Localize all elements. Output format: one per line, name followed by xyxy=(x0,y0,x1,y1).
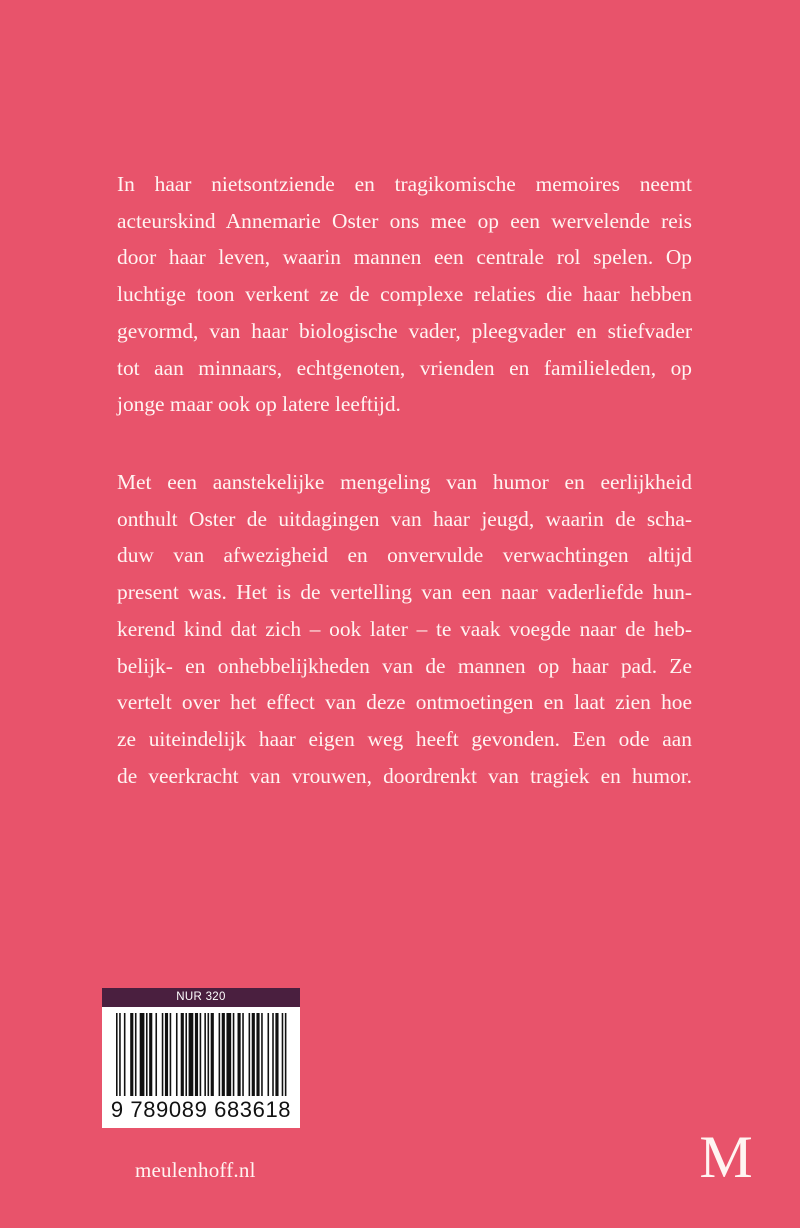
barcode-bar xyxy=(130,1013,133,1096)
barcode-bar xyxy=(233,1013,235,1096)
blurb-line: luchtige toon verkent ze de complexe relaties die haar hebben xyxy=(117,282,692,307)
isbn-barcode-label xyxy=(102,988,300,1128)
blurb-line: duw van afwezigheid en onvervulde verwachtingen altijd xyxy=(117,543,692,568)
barcode-bar xyxy=(189,1013,194,1096)
barcode-bar xyxy=(176,1013,178,1096)
barcode-bar xyxy=(222,1013,225,1096)
barcode-bar xyxy=(146,1013,148,1096)
barcode-bar xyxy=(135,1013,137,1096)
blurb-line: belijk- en onhebbelijkheden van de mannen op haar pad. Ze xyxy=(117,653,692,678)
barcode-bar xyxy=(285,1013,287,1096)
blurb-line: Met een aanstekelijke mengeling van humor en eerlijkheid xyxy=(117,470,692,494)
barcode-bar xyxy=(238,1013,241,1096)
blurb-line: jonge maar ook op latere leeftijd. xyxy=(117,392,401,417)
barcode-bar xyxy=(208,1013,210,1096)
barcode-bar xyxy=(226,1013,231,1096)
barcode-bar xyxy=(116,1013,118,1096)
barcode-bar xyxy=(252,1013,255,1096)
blurb-line: onthult Oster de uitdagingen van haar jeugd, waarin de scha- xyxy=(117,506,692,531)
blurb-line: door haar leven, waarin mannen een centrale rol spelen. Op xyxy=(117,245,692,270)
blurb-line: de veerkracht van vrouwen, doordrenkt van tragiek en humor. xyxy=(117,763,692,788)
barcode-bar xyxy=(204,1013,206,1096)
barcode-bar xyxy=(219,1013,221,1096)
blurb-line: In haar nietsontziende en tragikomische memoires neemt xyxy=(117,172,692,196)
barcode-bar xyxy=(272,1013,274,1096)
barcode-bar xyxy=(170,1013,172,1096)
blurb-line: acteurskind Annemarie Oster ons mee op een wervelende reis xyxy=(117,208,692,233)
blurb-line: gevormd, van haar biologische vader, pleegvader en stiefvader xyxy=(117,318,692,343)
barcode-bar xyxy=(165,1013,168,1096)
barcode-bar xyxy=(242,1013,244,1096)
barcode-bar xyxy=(211,1013,214,1096)
barcode-bar xyxy=(275,1013,278,1096)
blurb-line: kerend kind dat zich – ook later – te vaak voegde naar de heb- xyxy=(117,616,692,641)
publisher-website: meulenhoff.nl xyxy=(135,1158,256,1182)
barcode-bar xyxy=(140,1013,145,1096)
barcode-bar xyxy=(261,1013,263,1096)
barcode-bar xyxy=(195,1013,198,1096)
barcode-bars xyxy=(116,1013,288,1096)
blurb-paragraph-1 xyxy=(117,166,692,423)
blurb-line: present was. Het is de vertelling van een naar vaderliefde hun- xyxy=(117,580,692,605)
blurb-line: tot aan minnaars, echtgenoten, vrienden en familieleden, op xyxy=(117,355,692,380)
barcode-bar xyxy=(267,1013,269,1096)
barcode-bar xyxy=(282,1013,284,1096)
publisher-logo xyxy=(695,1130,757,1182)
barcode-bar xyxy=(249,1013,251,1096)
nur-code: NUR 320 xyxy=(102,988,300,1007)
blurb-line: ze uiteindelijk haar eigen weg heeft gevonden. Een ode aan xyxy=(117,726,692,751)
barcode-bar xyxy=(185,1013,187,1096)
barcode-bar xyxy=(149,1013,152,1096)
isbn-number: 9 789089 683618 xyxy=(110,1097,292,1122)
barcode-bar xyxy=(155,1013,157,1096)
barcode-bar xyxy=(119,1013,121,1096)
publisher-logo-letter: M xyxy=(699,1130,753,1182)
barcode-bar xyxy=(200,1013,202,1096)
barcode-bar xyxy=(124,1013,126,1096)
barcode-bar xyxy=(181,1013,184,1096)
blurb-line: vertelt over het effect van deze ontmoetingen en laat zien hoe xyxy=(117,690,692,715)
blurb-paragraph-2 xyxy=(117,464,692,794)
barcode-bar xyxy=(256,1013,259,1096)
barcode-bar xyxy=(162,1013,164,1096)
